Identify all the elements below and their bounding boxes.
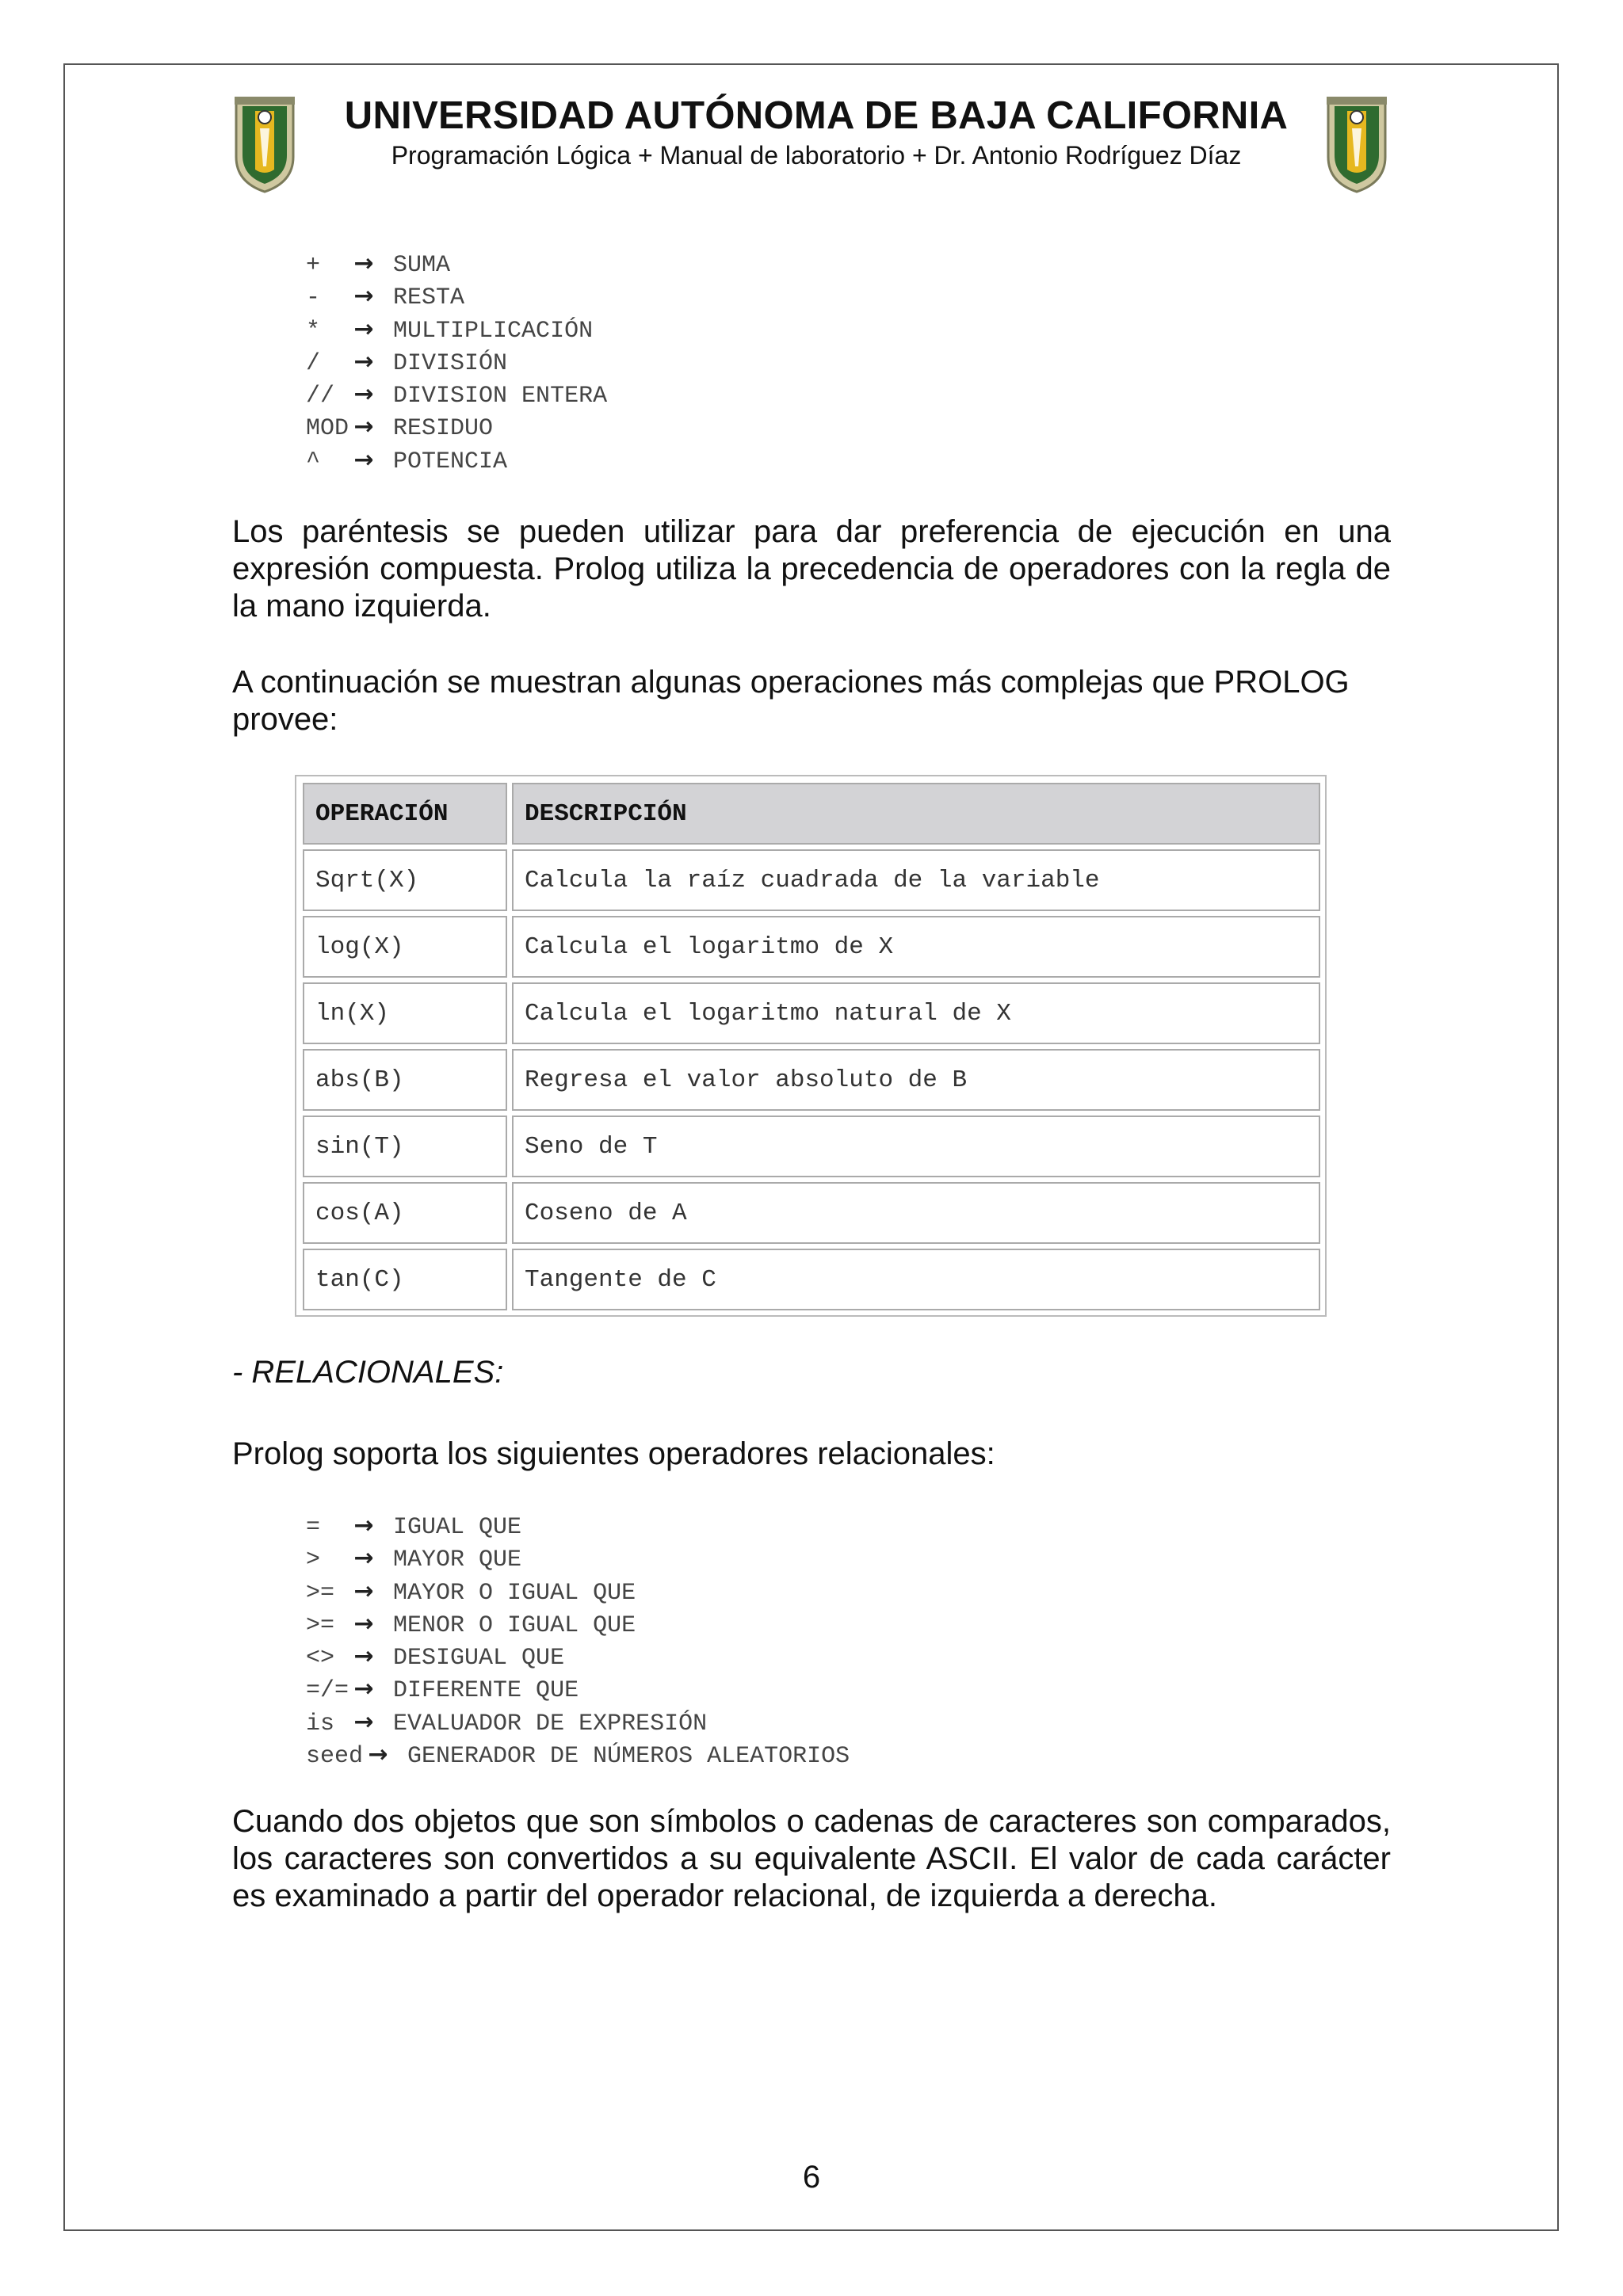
arrow-icon: → [353, 1544, 374, 1573]
operator-symbol: is [306, 1710, 349, 1737]
list-item [306, 1672, 850, 1705]
arrow-icon: → [353, 1642, 374, 1671]
paragraph-relational-intro: Prolog soporta los siguientes operadores relacionales: [232, 1436, 995, 1471]
list-item [306, 280, 607, 312]
paragraph-ascii-comparison: Cuando dos objetos que son símbolos o cadenas de caracteres son comparados, los caracteres son convertidos a su equivalente ASCII. El valor de cada carácter es examinado a partir del operador relacional, de izquierda a derecha. [232, 1804, 1391, 1913]
table-cell-operation: tan(C) [303, 1249, 507, 1310]
operator-symbol: > [306, 1547, 349, 1574]
list-item [306, 1608, 850, 1640]
operator-symbol: >= [306, 1611, 349, 1639]
list-item [306, 1509, 850, 1542]
operator-description: DIVISIÓN [393, 349, 508, 377]
arrow-icon: → [353, 347, 374, 376]
list-item [306, 1738, 850, 1771]
table-cell-description: Regresa el valor absoluto de B [512, 1049, 1320, 1111]
table-cell-description: Calcula el logaritmo natural de X [512, 982, 1320, 1044]
table-cell-description: Seno de T [512, 1116, 1320, 1177]
operator-symbol: <> [306, 1645, 349, 1672]
operator-symbol: = [306, 1514, 349, 1541]
operator-description: DIFERENTE QUE [393, 1677, 579, 1705]
table-cell-operation: Sqrt(X) [303, 849, 507, 911]
table-cell-operation: log(X) [303, 916, 507, 978]
list-item [306, 1575, 850, 1608]
table-cell-operation: abs(B) [303, 1049, 507, 1111]
operator-symbol: / [306, 349, 349, 377]
operator-symbol: // [306, 383, 349, 410]
list-item [306, 378, 607, 410]
arrow-icon: → [353, 1577, 374, 1605]
arrow-icon: → [353, 1675, 374, 1703]
operator-description: IGUAL QUE [393, 1514, 522, 1541]
table-cell-operation: cos(A) [303, 1182, 507, 1244]
arrow-icon: → [353, 413, 374, 441]
operator-description: MULTIPLICACIÓN [393, 317, 594, 345]
list-item [306, 444, 607, 476]
table-cell-description: Calcula el logaritmo de X [512, 916, 1320, 978]
operator-description: DIVISION ENTERA [393, 383, 608, 410]
arrow-icon: → [353, 380, 374, 409]
header-title: UNIVERSIDAD AUTÓNOMA DE BAJA CALIFORNIA [344, 94, 1289, 137]
page-number: 6 [802, 2160, 821, 2195]
operator-description: MENOR O IGUAL QUE [393, 1611, 636, 1639]
operator-description: GENERADOR DE NÚMEROS ALEATORIOS [407, 1743, 850, 1771]
arithmetic-operator-list [306, 247, 607, 476]
operator-description: MAYOR QUE [393, 1547, 522, 1574]
list-item [306, 410, 607, 443]
table-header-operation: OPERACIÓN [303, 783, 507, 845]
table-cell-operation: ln(X) [303, 982, 507, 1044]
operator-symbol: * [306, 317, 349, 345]
arrow-icon: → [353, 1512, 374, 1539]
operator-symbol: + [306, 252, 349, 279]
list-item [306, 313, 607, 345]
operator-description: SUMA [393, 252, 451, 279]
operator-symbol: MOD [306, 415, 349, 443]
arrow-icon: → [353, 445, 374, 474]
list-item [306, 345, 607, 378]
relational-operator-list [306, 1509, 850, 1771]
arrow-icon: → [353, 1707, 374, 1736]
arrow-icon: → [353, 315, 374, 343]
operator-description: RESTA [393, 284, 465, 312]
operator-symbol: ^ [306, 448, 349, 475]
arrow-icon: → [353, 1609, 374, 1638]
operations-table [295, 775, 1327, 1317]
list-item [306, 1640, 850, 1672]
arrow-icon: → [353, 250, 374, 277]
table-header-description: DESCRIPCIÓN [512, 783, 1320, 845]
paragraph-parentheses: Los paréntesis se pueden utilizar para dar preferencia de ejecución en una expresión compuesta. Prolog utiliza la precedencia de operadores con la regla de la mano izquierda. [232, 514, 1391, 624]
operator-description: DESIGUAL QUE [393, 1645, 565, 1672]
table-cell-description: Calcula la raíz cuadrada de la variable [512, 849, 1320, 911]
list-item [306, 1542, 850, 1574]
operator-symbol: - [306, 284, 349, 312]
operator-description: RESIDUO [393, 415, 494, 443]
section-heading-relacionales: - RELACIONALES: [232, 1355, 504, 1390]
list-item [306, 1706, 850, 1738]
operator-symbol: seed [306, 1743, 364, 1771]
arrow-icon: → [353, 282, 374, 311]
header-subtitle: Programación Lógica + Manual de laboratorio + Dr. Antonio Rodríguez Díaz [391, 141, 1242, 170]
table-cell-description: Coseno de A [512, 1182, 1320, 1244]
arrow-icon: → [368, 1741, 388, 1769]
operator-symbol: >= [306, 1579, 349, 1607]
operator-description: MAYOR O IGUAL QUE [393, 1579, 636, 1607]
operator-symbol: =/= [306, 1677, 349, 1705]
table-cell-description: Tangente de C [512, 1249, 1320, 1310]
paragraph-complex-ops: A continuación se muestran algunas operaciones más complejas que PROLOG provee: [232, 665, 1350, 737]
operator-description: POTENCIA [393, 448, 508, 475]
operator-description: EVALUADOR DE EXPRESIÓN [393, 1710, 708, 1737]
table-cell-operation: sin(T) [303, 1116, 507, 1177]
list-item [306, 247, 607, 280]
